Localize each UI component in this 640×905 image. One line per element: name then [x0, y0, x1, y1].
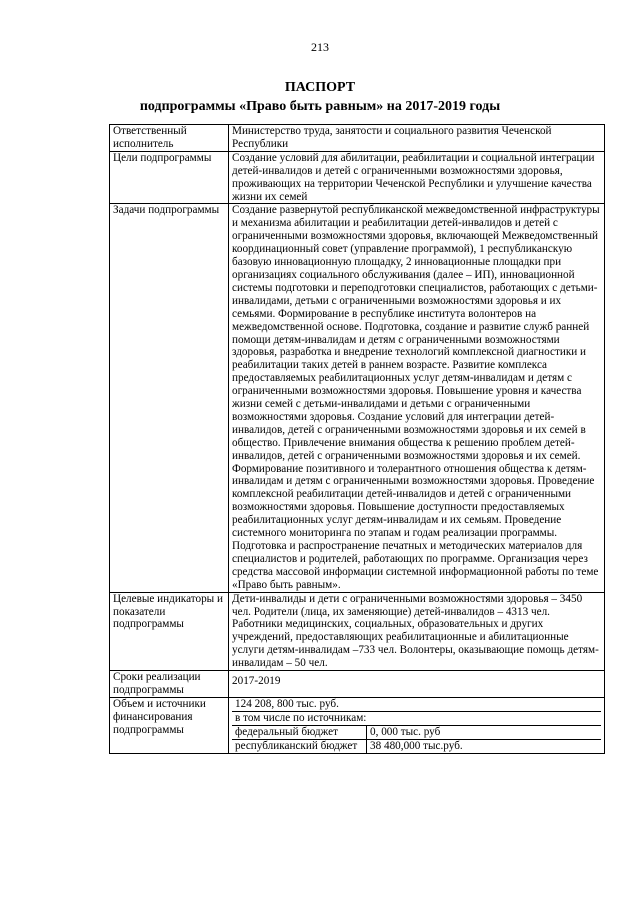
- row-goals: [110, 151, 605, 204]
- funding-total: 124 208, 800 тыс. руб.: [232, 698, 601, 711]
- funding-label: Объем и источники финансирования подпрограммы: [110, 697, 229, 753]
- federal-budget-label: федеральный бюджет: [232, 725, 367, 739]
- funding-republic-row: [232, 739, 601, 752]
- republic-budget-label: республиканский бюджет: [232, 739, 367, 752]
- passport-table: [109, 124, 605, 754]
- page-number: 213: [311, 40, 329, 54]
- goals-value: Создание условий для абилитации, реабилитации и социальной интеграции детей-инвалидов и детей с ограниченными возможностями здоровья, проживающих на территории Чеченской Республики и улучшение качества жизни их семей: [229, 151, 605, 204]
- title-line-2: подпрограммы «Право быть равным» на 2017-2019 годы: [139, 99, 501, 114]
- tasks-label: Задачи подпрограммы: [110, 204, 229, 592]
- funding-cell: [229, 697, 605, 753]
- indicators-value: Дети-инвалиды и дети с ограниченными возможностями здоровья – 3450 чел. Родители (лица, их заменяющие) детей-инвалидов – 4313 чел. Работники медицинских, социальных, образовательных и других учреждений, предоставляющих реабилитационные и абилитационные услуги детям-инвалидам –733 чел. Волонтеры, оказывающие помощь детям-инвалидам – 50 чел.: [229, 592, 605, 670]
- funding-table: [232, 698, 601, 753]
- funding-total-row: [232, 698, 601, 711]
- tasks-value: Создание развернутой республиканской межведомственной инфраструктуры и механизма абилитации и реабилитации детей-инвалидов и детей с ограниченными возможностями здоровья, включающей Межведомственный координационный совет (управление программой), 1 республиканскую базовую инновационную площадку, 2 инновационные площадки при организациях социального обслуживания (далее – ИП), инновационной системы подготовки и переподготовки специалистов, работающих с детьми-инвалидами, детьми с ограниченными возможностями здоровья и их семьями. Формирование в республике института волонтеров на межведомственной основе. Подготовка, создание и развитие служб ранней помощи детям-инвалидам и детям с ограниченными возможностями здоровья, разработка и внедрение технологий комплексной диагностики и реабилитации таких детей в раннем возрасте. Развитие комплекса предоставляемых реабилитационных услуг детям-инвалидам и детям с ограниченными возможностями здоровья. Повышение уровня и качества жизни семей с детьми-инвалидами и детьми с ограниченными возможностями здоровья. Создание условий для интеграции детей-инвалидов, детей с ограниченными возможностями здоровья и их семей в общество. Привлечение внимания общества к решению проблем детей-инвалидов, детей с ограниченными возможностями здоровья и их семей. Формирование позитивного и толерантного отношения общества к детям-инвалидам и детям с ограниченными возможностями здоровья. Проведение комплексной реабилитации детей-инвалидов и детей с ограниченными возможностями здоровья. Повышение доступности предоставляемых реабилитационных услуг детям-инвалидам и их семьям. Проведение системного мониторинга по этапам и годам реализации программы. Подготовка и распространение печатных и методических материалов для специалистов и родителей, работающих по программе. Организация через средства массовой информации системной информационной работы по теме «Право быть равным».: [229, 204, 605, 592]
- funding-federal-row: [232, 725, 601, 739]
- row-period: [110, 671, 605, 698]
- federal-budget-value: 0, 000 тыс. руб: [367, 725, 602, 739]
- indicators-label: Целевые индикаторы и показатели подпрограммы: [110, 592, 229, 670]
- funding-by-source: в том числе по источникам:: [232, 711, 601, 725]
- goals-label: Цели подпрограммы: [110, 151, 229, 204]
- period-label: Сроки реализации подпрограммы: [110, 671, 229, 698]
- row-indicators: [110, 592, 605, 670]
- row-tasks: [110, 204, 605, 592]
- funding-by-source-row: [232, 711, 601, 725]
- document-title: [0, 78, 640, 116]
- executor-label: Ответственный исполнитель: [110, 125, 229, 152]
- period-value: 2017-2019: [229, 671, 605, 698]
- executor-value: Министерство труда, занятости и социального развития Чеченской Республики: [229, 125, 605, 152]
- row-funding: [110, 697, 605, 753]
- republic-budget-value: 38 480,000 тыс.руб.: [370, 739, 463, 752]
- title-line-1: ПАСПОРТ: [284, 80, 356, 95]
- row-executor: [110, 125, 605, 152]
